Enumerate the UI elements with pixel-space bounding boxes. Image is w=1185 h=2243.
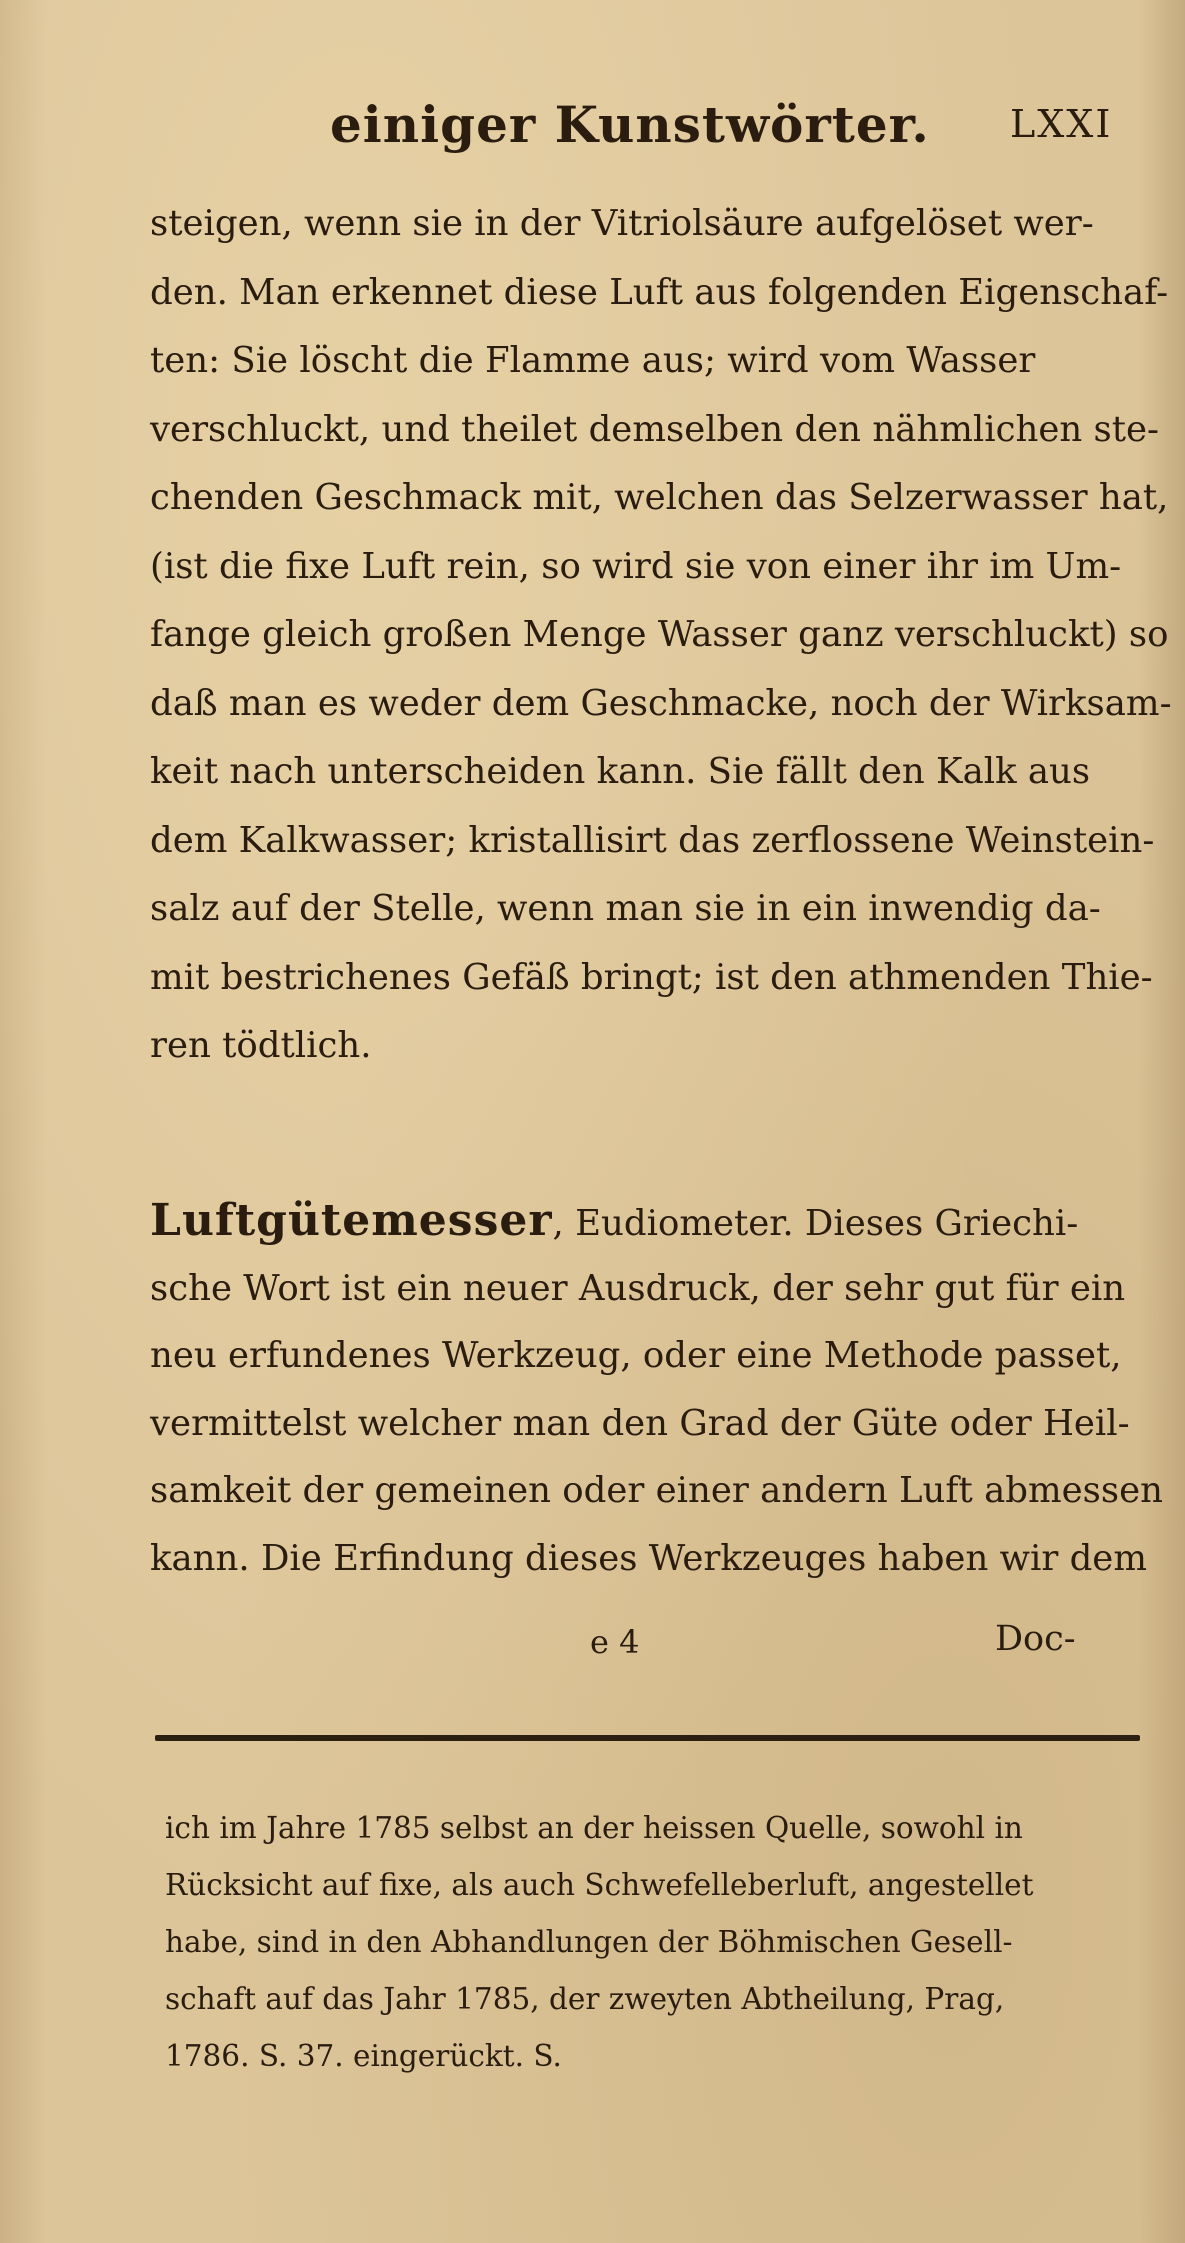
footnote-line: habe, sind in den Abhandlungen der Böhmischen Gesell- — [165, 1925, 1013, 1959]
text-line: daß man es weder dem Geschmacke, noch der Wirksam- — [150, 682, 1172, 724]
footnote-line: Rücksicht auf fixe, als auch Schwefelleberluft, angestellet — [165, 1868, 1034, 1902]
entry-headword: Luftgütemesser — [150, 1195, 553, 1246]
signature-mark: e 4 — [590, 1623, 640, 1661]
text-line: chenden Geschmack mit, welchen das Selzerwasser hat, — [150, 477, 1169, 518]
text-line: sche Wort ist ein neuer Ausdruck, der sehr gut für ein — [150, 1267, 1126, 1309]
catchword: Doc- — [995, 1619, 1076, 1659]
text-line: dem Kalkwasser; kristallisirt das zerflossene Weinstein- — [150, 819, 1155, 861]
footnote-line: ich im Jahre 1785 selbst an der heissen Quelle, sowohl in — [165, 1811, 1023, 1845]
text-line: ren tödtlich. — [150, 1025, 372, 1066]
footnote-line: 1786. S. 37. eingerückt. S. — [165, 2039, 562, 2073]
dictionary-entry — [150, 1187, 1163, 1592]
text-line: den. Man erkennet diese Luft aus folgenden Eigenschaf- — [150, 271, 1169, 313]
text-line: keit nach unterscheiden kann. Sie fällt den Kalk aus — [150, 751, 1091, 792]
text-line: fange gleich großen Menge Wasser ganz verschluckt) so — [150, 614, 1169, 655]
page-number: LXXI — [1010, 102, 1113, 146]
footnote-divider — [155, 1735, 1140, 1741]
footnote — [165, 1800, 1140, 2085]
text-line: (ist die fixe Luft rein, so wird sie von einer ihr im Um- — [150, 545, 1122, 587]
text-line: kann. Die Erfindung dieses Werkzeuges haben wir dem — [150, 1537, 1147, 1579]
text-line: mit bestrichenes Gefäß bringt; ist den athmenden Thie- — [150, 956, 1153, 998]
running-title: einiger Kunstwörter. — [330, 95, 930, 154]
text-line: samkeit der gemeinen oder einer andern Luft abmessen — [150, 1470, 1163, 1511]
continued-paragraph — [150, 190, 1172, 1081]
entry-first-line-text: , Eudiometer. Dieses Griechi- — [552, 1203, 1079, 1244]
text-line: ten: Sie löscht die Flamme aus; wird vom Wasser — [150, 340, 1036, 381]
text-line: salz auf der Stelle, wenn man sie in ein inwendig da- — [150, 888, 1101, 929]
text-line: steigen, wenn sie in der Vitriolsäure aufgelöset wer- — [150, 203, 1094, 244]
text-line: verschluckt, und theilet demselben den nähmlichen ste- — [150, 408, 1159, 450]
text-line: vermittelst welcher man den Grad der Güte oder Heil- — [150, 1402, 1130, 1444]
footnote-line: schaft auf das Jahr 1785, der zweyten Abtheilung, Prag, — [165, 1982, 1005, 2016]
entry-first-line — [150, 1187, 1130, 1255]
text-line: neu erfundenes Werkzeug, oder eine Methode passet, — [150, 1335, 1122, 1376]
